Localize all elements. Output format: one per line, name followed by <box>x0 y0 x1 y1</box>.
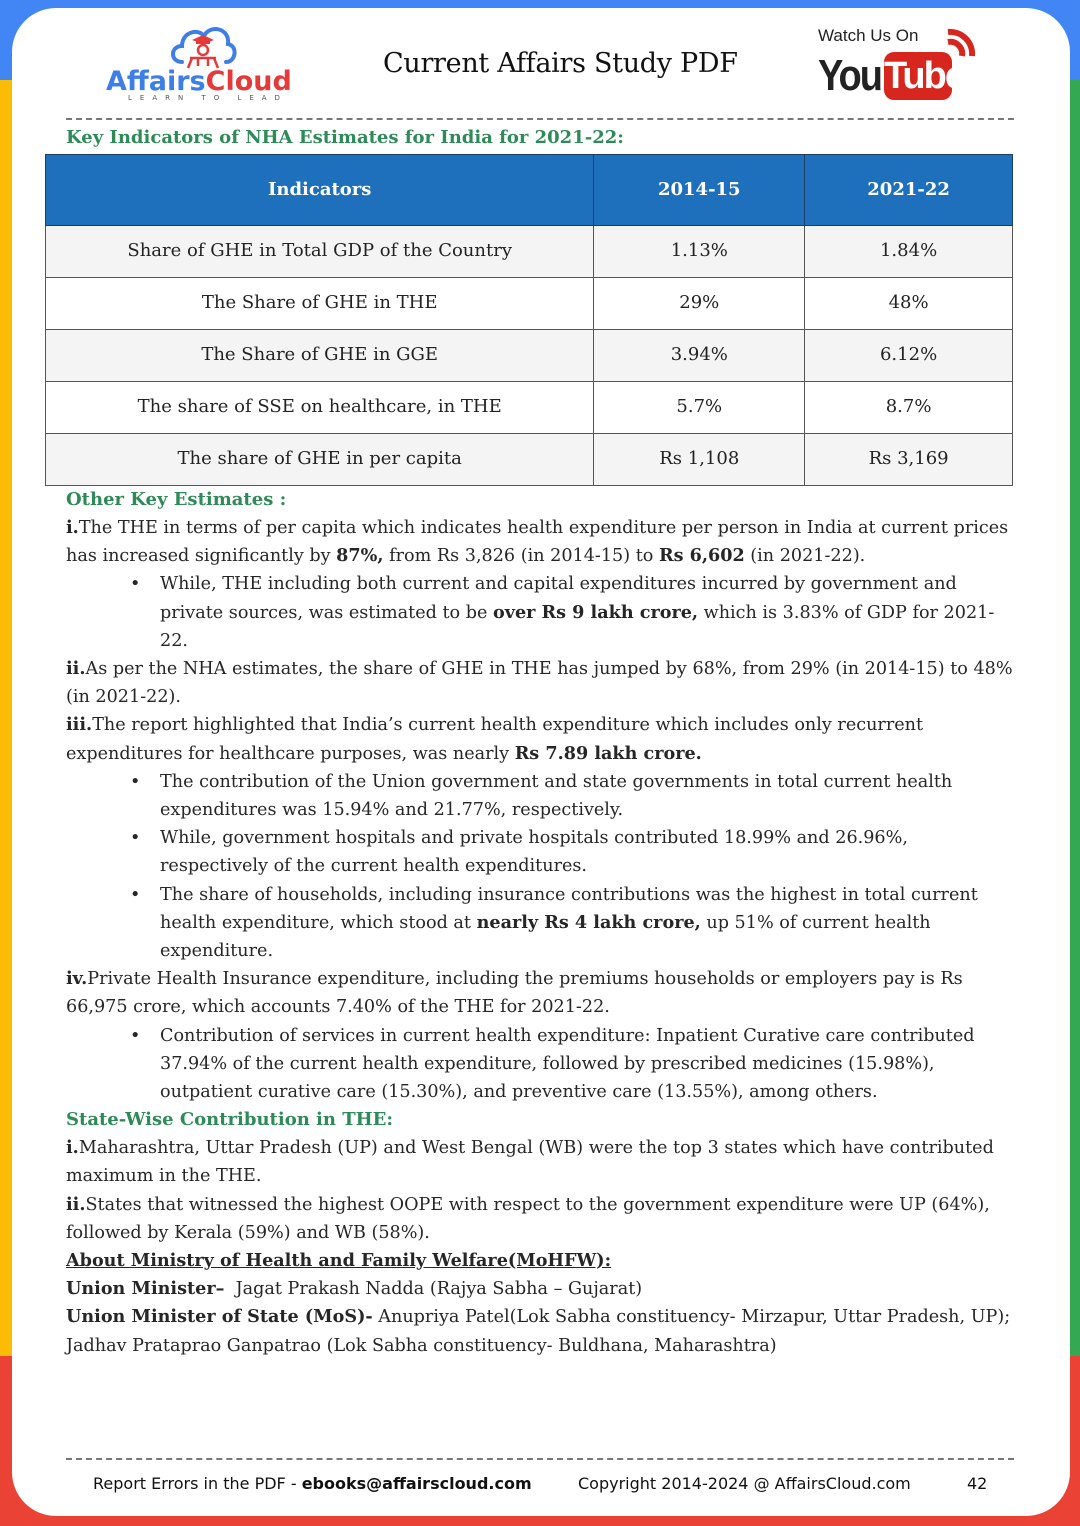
logo-tagline: LEARN TO LEAD <box>128 94 288 102</box>
estimate-point-3 <box>66 711 1016 767</box>
footer-divider <box>66 1458 1014 1460</box>
table-row <box>46 226 1013 278</box>
report-email-link[interactable]: ebooks@affairscloud.com <box>301 1474 532 1493</box>
copyright-text: Copyright 2014-2024 @ AffairsCloud.com <box>578 1474 911 1493</box>
table-row <box>46 278 1013 330</box>
state-wise-heading: State-Wise Contribution in THE: <box>66 1109 394 1131</box>
nha-indicators-table <box>45 154 1013 486</box>
point-bold-text: 87%, <box>336 545 384 567</box>
youtube-logo-icon <box>934 26 978 74</box>
value-2014-15-cell: 29% <box>594 278 805 330</box>
point-bold-text: Rs 7.89 lakh crore. <box>514 742 702 764</box>
point-text: from Rs 3,826 (in 2014-15) to <box>383 546 659 567</box>
column-header-2014-15: 2014-15 <box>594 155 805 226</box>
youtube-watch-label: Watch Us On <box>818 26 919 45</box>
estimate-point-3-bullets <box>66 768 1016 965</box>
point-text: As per the NHA estimates, the share of GHE in THE has jumped by 68%, from 29% (in 2014-15) to 48% (in 2021-22). <box>66 659 1013 708</box>
value-2021-22-cell: 48% <box>805 278 1013 330</box>
minister-of-state-line <box>66 1303 1016 1359</box>
value-2014-15-cell: 5.7% <box>594 382 805 434</box>
report-errors-label: Report Errors in the PDF - <box>93 1474 302 1493</box>
estimate-point-1-bullets <box>66 570 1016 655</box>
main-content <box>66 124 1016 1360</box>
logo-word-cloud: Cloud <box>205 66 292 97</box>
point-number: iv. <box>66 968 88 990</box>
bullet-text: The share of households, including insurance contributions was the highest in total current health expenditure, which stood at <box>160 884 978 933</box>
estimate-point-1 <box>66 514 1016 570</box>
union-minister-value: Jagat Prakash Nadda (Rajya Sabha – Gujarat) <box>224 1279 643 1300</box>
indicator-cell: The share of GHE in per capita <box>46 434 594 486</box>
value-2014-15-cell: Rs 1,108 <box>594 434 805 486</box>
affairscloud-logo[interactable] <box>106 22 302 104</box>
point-text: Maharashtra, Uttar Pradesh (UP) and West Bengal (WB) were the top 3 states which have contributed maximum in the THE. <box>66 1138 994 1187</box>
logo-wordmark <box>106 68 292 95</box>
table-header-row <box>46 155 1013 226</box>
value-2014-15-cell: 3.94% <box>594 330 805 382</box>
mos-value: Anupriya Patel(Lok Sabha constituency- Mirzapur, Uttar Pradesh, UP); Jadhav Prataprao Ganpatrao (Lok Sabha constituency- Buldhana, Maharashtra) <box>66 1307 1011 1356</box>
bullet-text: which is 3.83% of GDP for 2021-22. <box>160 602 995 651</box>
point-text: States that witnessed the highest OOPE with respect to the government expenditure were UP (64%), followed by Kerala (59%) and WB (58%). <box>66 1194 990 1243</box>
state-point-1 <box>66 1134 1016 1190</box>
bullet-item: • Contribution of services in current health expenditure: Inpatient Curative care contributed 37.94% of the current health expenditure, followed by prescribed medicines (15.98%), outpatient curative care (15.30%), and preventive care (13.55%), among others. <box>160 1022 1016 1107</box>
value-2021-22-cell: 8.7% <box>805 382 1013 434</box>
cloud-graduate-icon <box>168 22 238 72</box>
point-text: Private Health Insurance expenditure, including the premiums households or employers pay is Rs 66,975 crore, which accounts 7.40% of the THE for 2021-22. <box>66 969 963 1018</box>
bullet-bold-text: nearly Rs 4 lakh crore, <box>476 911 701 933</box>
youtube-tube-badge: Tube <box>884 52 952 100</box>
point-number: i. <box>66 1137 79 1159</box>
point-text: The report highlighted that India’s current health expenditure which includes only recurrent expenditures for healthcare purposes, was nearly <box>66 715 924 764</box>
estimate-point-4 <box>66 965 1016 1021</box>
point-number: ii. <box>66 658 86 680</box>
state-point-2 <box>66 1191 1016 1247</box>
document-title: Current Affairs Study PDF <box>383 48 738 79</box>
youtube-you-text: You <box>818 52 881 101</box>
table-row <box>46 434 1013 486</box>
bullet-text: up 51% of current health expenditure. <box>160 912 931 962</box>
column-header-2021-22: 2021-22 <box>805 155 1013 226</box>
mos-label: Union Minister of State (MoS)- <box>66 1306 373 1328</box>
ministry-heading: About Ministry of Health and Family Welfare(MoHFW): <box>66 1250 612 1272</box>
bullet-item <box>160 881 1016 966</box>
bullet-item: • While, government hospitals and private hospitals contributed 18.99% and 26.96%, respectively of the current health expenditures. <box>160 824 1016 880</box>
value-2021-22-cell: 1.84% <box>805 226 1013 278</box>
page-number: 42 <box>967 1474 988 1493</box>
table-row <box>46 330 1013 382</box>
point-text: The THE in terms of per capita which indicates health expenditure per person in India at current prices has increased significantly by <box>66 518 1009 567</box>
point-number: i. <box>66 517 79 538</box>
table-row <box>46 382 1013 434</box>
estimate-point-2 <box>66 655 1016 711</box>
bullet-item: • The contribution of the Union government and state governments in total current health expenditures was 15.94% and 21.77%, respectively. <box>160 768 1016 824</box>
report-errors <box>93 1474 532 1493</box>
value-2021-22-cell: 6.12% <box>805 330 1013 382</box>
value-2021-22-cell: Rs 3,169 <box>805 434 1013 486</box>
indicator-cell: The share of SSE on healthcare, in THE <box>46 382 594 434</box>
value-2014-15-cell: 1.13% <box>594 226 805 278</box>
bullet-bold-text: over Rs 9 lakh crore, <box>492 601 699 623</box>
union-minister-line <box>66 1275 1016 1303</box>
estimate-point-4-bullets <box>66 1022 1016 1107</box>
indicator-cell: The Share of GHE in GGE <box>46 330 594 382</box>
bullet-item <box>160 570 1016 655</box>
logo-word-affairs: Affairs <box>106 66 206 97</box>
point-number: iii. <box>66 714 93 736</box>
header-divider <box>66 118 1014 120</box>
column-header-indicators: Indicators <box>46 155 594 226</box>
point-bold-text: Rs 6,602 <box>658 545 745 567</box>
point-number: ii. <box>66 1193 86 1215</box>
table-section-heading: Key Indicators of NHA Estimates for India for 2021-22: <box>66 127 624 148</box>
indicator-cell: Share of GHE in Total GDP of the Country <box>46 226 594 278</box>
point-text: (in 2021-22). <box>744 546 866 567</box>
bullet-text: While, THE including both current and capital expenditures incurred by government and private sources, was estimated to be <box>160 574 957 623</box>
union-minister-label: Union Minister– <box>66 1278 225 1300</box>
indicator-cell: The Share of GHE in THE <box>46 278 594 330</box>
other-estimates-heading: Other Key Estimates : <box>66 489 287 510</box>
youtube-link[interactable] <box>816 26 978 106</box>
